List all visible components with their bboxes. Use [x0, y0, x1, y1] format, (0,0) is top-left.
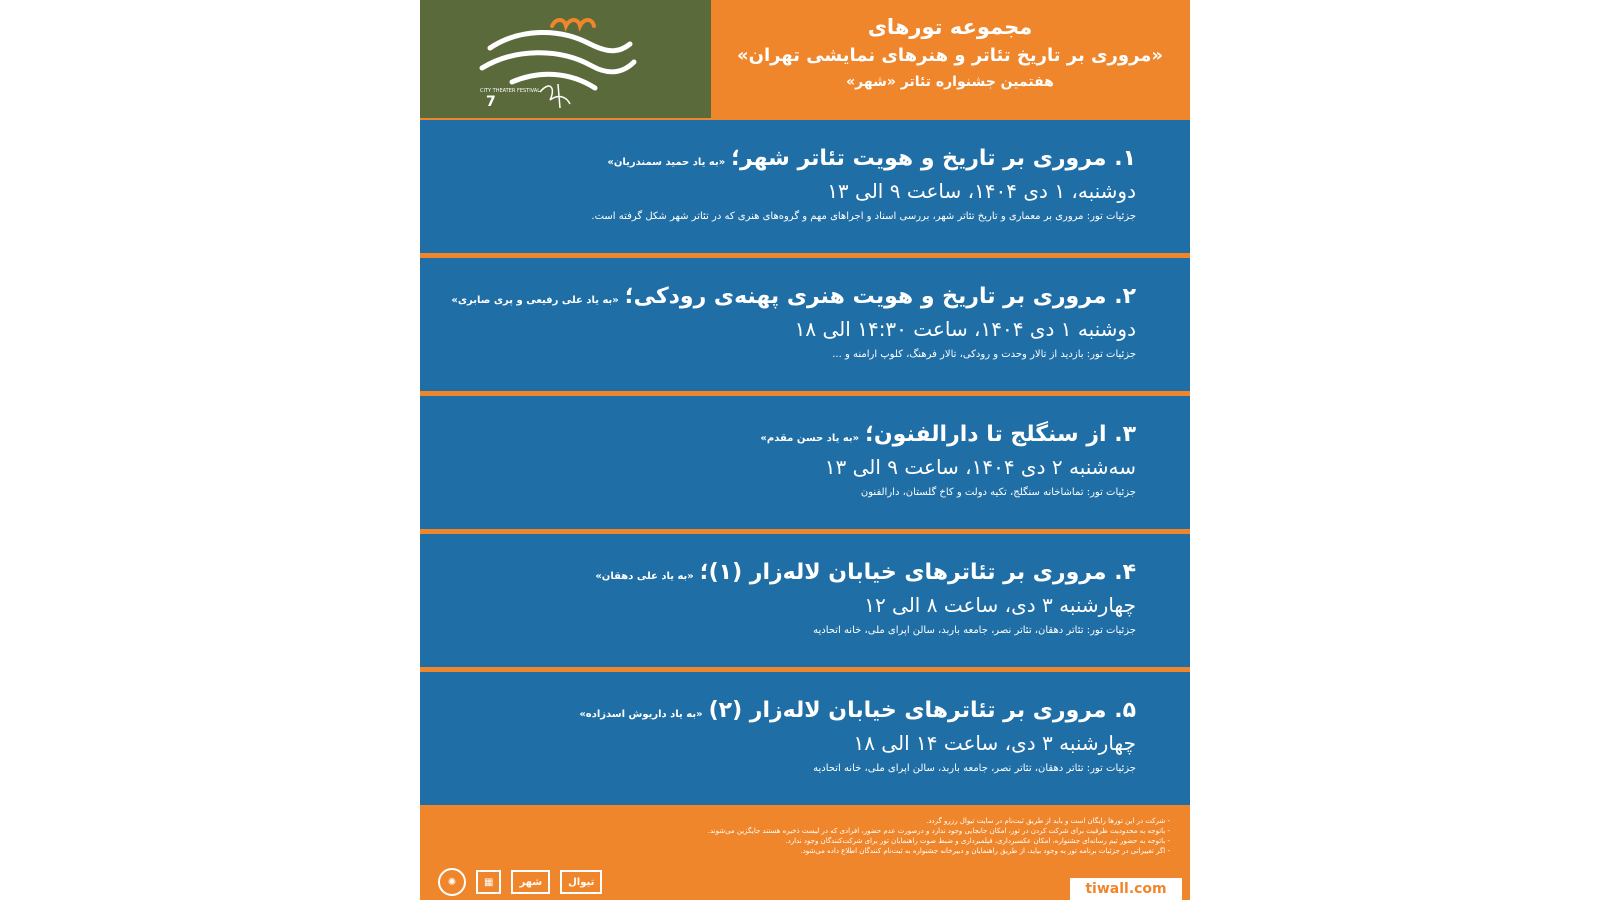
tour-date: دوشنبه ۱ دی ۱۴۰۴، ساعت ۱۴:۳۰ الی ۱۸ [794, 317, 1136, 341]
festival-logo-icon [420, 0, 711, 118]
tour-card [420, 120, 1190, 253]
tour-card [420, 396, 1190, 529]
tour-details: جزئیات تور: تئاتر دهقان، تئاتر نصر، جامعه باربد، سالن اپرای ملی، خانه اتحادیه [813, 625, 1136, 636]
tour-list [420, 120, 1190, 810]
tour-details: جزئیات تور: تئاتر دهقان، تئاتر نصر، جامعه باربد، سالن اپرای ملی، خانه اتحادیه [813, 763, 1136, 774]
tour-title: ۳. از سنگلج تا دارالفنون؛ [865, 422, 1136, 447]
festival-logo-box [420, 0, 711, 118]
logo-caption: CITY THEATER FESTIVAL [480, 88, 540, 94]
tour-date: چهارشنبه ۳ دی، ساعت ۱۴ الی ۱۸ [853, 731, 1136, 755]
tour-details: جزئیات تور: بازدید از تالار وحدت و رودکی، تالار فرهنگ، کلوپ ارامنه و ... [832, 349, 1136, 360]
tour-date: چهارشنبه ۳ دی، ساعت ۸ الی ۱۲ [864, 593, 1136, 617]
tour-date: سه‌شنبه ۲ دی ۱۴۰۴، ساعت ۹ الی ۱۳ [824, 455, 1136, 479]
tour-title: ۲. مروری بر تاریخ و هویت هنری پهنه‌ی رودکی؛ [624, 284, 1136, 309]
tour-card [420, 672, 1190, 805]
tour-details: جزئیات تور: مروری بر معماری و تاریخ تئاتر شهر، بررسی اسناد و اجراهای مهم و گروه‌های هنری که در تئاتر شهر شکل گرفته است. [591, 211, 1136, 222]
footer-note: - شرکت در این تورها رایگان است و باید از طریق ثبت‌نام در سایت تیوال رزرو گردد. [926, 817, 1170, 825]
site-link[interactable]: tiwall.com [1070, 878, 1182, 900]
header-title-block [720, 12, 1180, 94]
header-title-line3: هفتمین جشنواره تئاتر «شهر» [846, 74, 1054, 90]
tour-title: ۴. مروری بر تئاترهای خیابان لاله‌زار (۱)؛ [699, 560, 1136, 585]
footer-note: - باتوجه به محدودیت ظرفیت برای شرکت کردن در تور، امکان جابجایی وجود ندارد و درصورت عدم حضور، افرادی که در لیست ذخیره هستند جایگزین می‌شوند. [707, 827, 1170, 835]
poster [420, 0, 1190, 900]
footer-note: - اگر تغییراتی در جزئیات برنامه تور به وجود بیاید، از طریق راهنمایان و دبیرخانه جشنواره به ثبت‌نام کنندگان اطلاع داده می‌شود. [800, 847, 1170, 855]
shahr-logo: شهر [511, 870, 550, 894]
tour-date: دوشنبه، ۱ دی ۱۴۰۴، ساعت ۹ الی ۱۳ [827, 179, 1136, 203]
tour-card [420, 258, 1190, 391]
footer-note: - باتوجه به حضور تیم رسانه‌ای جشنواره، امکان عکسبرداری، فیلمبرداری و ضبط صوت راهنمایان تور برای شرکت‌کنندگان وجود ندارد. [785, 837, 1170, 845]
header-title-line2: «مروری بر تاریخ تئاتر و هنرهای نمایشی تهران» [736, 45, 1164, 66]
header-title-line1: مجموعه تورهای [867, 15, 1033, 39]
tour-memorial: «به یاد علی دهقان» [595, 571, 694, 582]
footer-notes [470, 816, 1170, 856]
tour-title: ۱. مروری بر تاریخ و هویت تئاتر شهر؛ [731, 146, 1136, 171]
tour-card [420, 534, 1190, 667]
poster-header [420, 0, 1190, 118]
theater-logo-icon: ▦ [476, 870, 501, 894]
municipality-logo-icon: ✺ [438, 868, 466, 896]
tour-title: ۵. مروری بر تئاترهای خیابان لاله‌زار (۲) [708, 698, 1136, 723]
sponsor-logos [438, 868, 602, 896]
tour-memorial: «به یاد داریوش اسدزاده» [579, 709, 703, 720]
tiwall-logo: تیوال [560, 870, 602, 894]
tour-memorial: «به یاد علی رفیعی و پری صابری» [451, 295, 619, 306]
tour-memorial: «به یاد حسن مقدم» [760, 433, 860, 444]
logo-number: 7 [486, 94, 496, 110]
tour-details: جزئیات تور: تماشاخانه سنگلج، تکیه دولت و کاخ گلستان، دارالفنون [860, 487, 1136, 498]
tour-memorial: «به یاد حمید سمندریان» [607, 157, 726, 168]
poster-footer [420, 810, 1190, 900]
